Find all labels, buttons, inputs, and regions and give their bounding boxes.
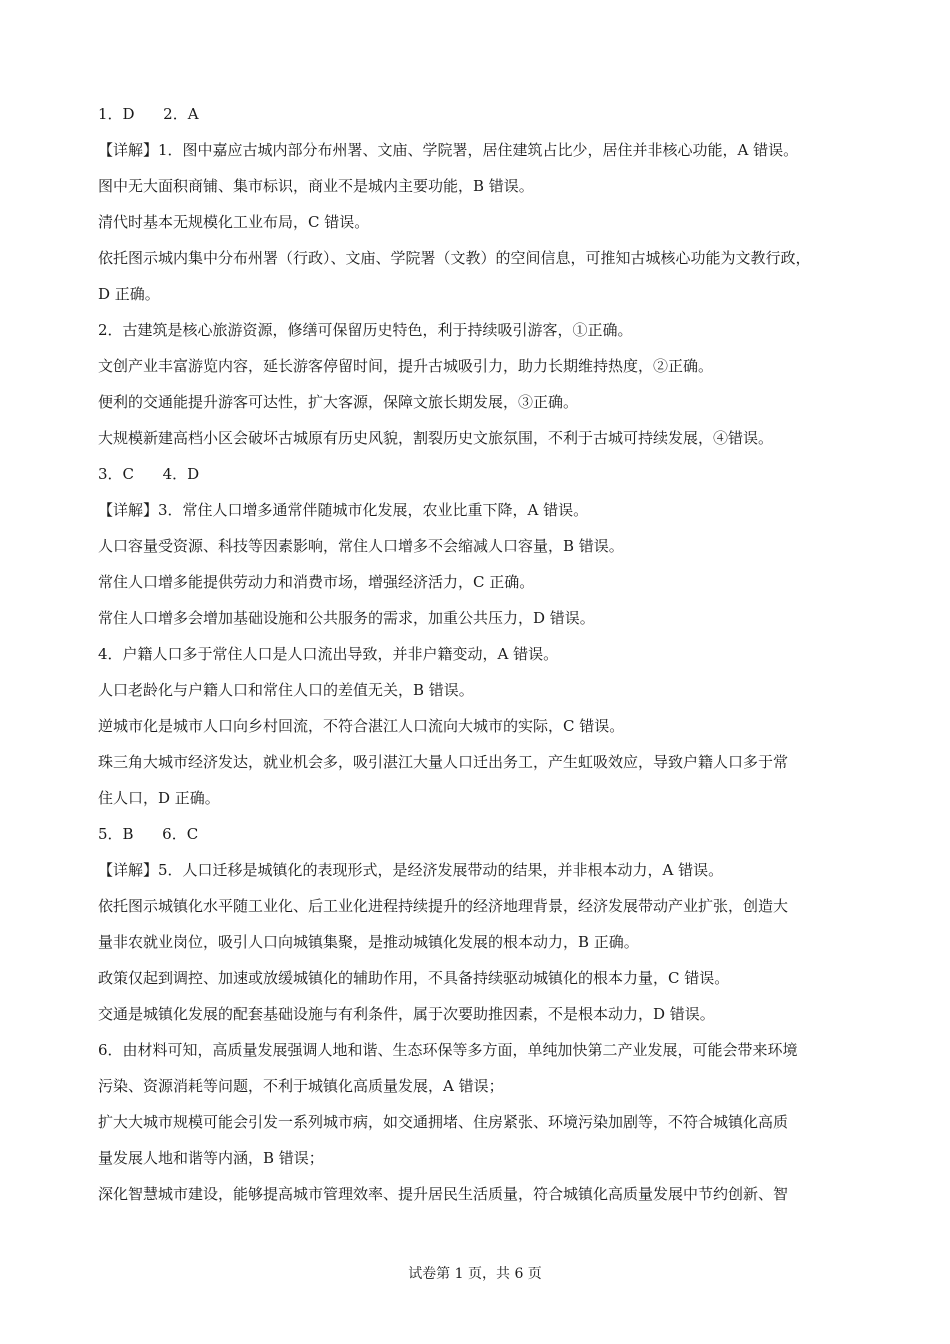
explanation-line: D 正确。 [98, 285, 160, 303]
explanation-line: 6．由材料可知，高质量发展强调人地和谐、生态环保等多方面，单纯加快第二产业发展，可能会带来环境 [98, 1041, 798, 1059]
answer-line-q1-q2: 1．D 2．A [98, 105, 199, 123]
explanation-line: 量发展人地和谐等内涵，B 错误； [98, 1149, 324, 1167]
explanation-line: 常住人口增多会增加基础设施和公共服务的需求，加重公共压力，D 错误。 [98, 609, 595, 627]
explanation-line: 4．户籍人口多于常住人口是人口流出导致，并非户籍变动，A 错误。 [98, 645, 559, 663]
explanation-line: 【详解】5．人口迁移是城镇化的表现形式，是经济发展带动的结果，并非根本动力，A 错误。 [98, 861, 724, 879]
answer-line-q5-q6: 5．B 6．C [98, 825, 199, 843]
explanation-line: 图中无大面积商铺、集市标识，商业不是城内主要功能，B 错误。 [98, 177, 534, 195]
explanation-line: 住人口，D 正确。 [98, 789, 220, 807]
explanation-line: 【详解】1．图中嘉应古城内部分布州署、文庙、学院署，居住建筑占比少，居住并非核心功能，A 错误。 [98, 141, 799, 159]
explanation-line: 人口老龄化与户籍人口和常住人口的差值无关，B 错误。 [98, 681, 474, 699]
explanation-line: 污染、资源消耗等问题，不利于城镇化高质量发展，A 错误； [98, 1077, 504, 1095]
explanation-line: 大规模新建高档小区会破坏古城原有历史风貌，割裂历史文旅氛围，不利于古城可持续发展，④错误。 [98, 429, 774, 447]
explanation-line: 深化智慧城市建设，能够提高城市管理效率、提升居民生活质量，符合城镇化高质量发展中节约创新、智 [98, 1185, 789, 1203]
answer-line-q3-q4: 3．C 4．D [98, 465, 200, 483]
explanation-line: 2．古建筑是核心旅游资源，修缮可保留历史特色，利于持续吸引游客，①正确。 [98, 321, 633, 339]
explanation-line: 清代时基本无规模化工业布局，C 错误。 [98, 213, 370, 231]
explanation-line: 便利的交通能提升游客可达性，扩大客源，保障文旅长期发展，③正确。 [98, 393, 579, 411]
explanation-line: 政策仅起到调控、加速或放缓城镇化的辅助作用，不具备持续驱动城镇化的根本力量，C 错误。 [98, 969, 730, 987]
explanation-line: 文创产业丰富游览内容，延长游客停留时间，提升古城吸引力，助力长期维持热度，②正确。 [98, 357, 714, 375]
explanation-line: 量非农就业岗位，吸引人口向城镇集聚，是推动城镇化发展的根本动力，B 正确。 [98, 933, 639, 951]
page-footer: 试卷第 1 页，共 6 页 [408, 1266, 542, 1282]
explanation-line: 依托图示城内集中分布州署（行政）、文庙、学院署（文教）的空间信息，可推知古城核心功能为文教行政， [98, 249, 811, 267]
explanation-line: 扩大大城市规模可能会引发一系列城市病，如交通拥堵、住房紧张、环境污染加剧等，不符合城镇化高质 [98, 1113, 789, 1131]
explanation-line: 人口容量受资源、科技等因素影响，常住人口增多不会缩减人口容量，B 错误。 [98, 537, 624, 555]
explanation-line: 常住人口增多能提供劳动力和消费市场，增强经济活力，C 正确。 [98, 573, 535, 591]
document-body [98, 96, 858, 1212]
explanation-line: 依托图示城镇化水平随工业化、后工业化进程持续提升的经济地理背景，经济发展带动产业扩张，创造大 [98, 897, 789, 915]
explanation-line: 【详解】3．常住人口增多通常伴随城市化发展，农业比重下降，A 错误。 [98, 501, 589, 519]
explanation-line: 逆城市化是城市人口向乡村回流，不符合湛江人口流向大城市的实际，C 错误。 [98, 717, 625, 735]
explanation-line: 珠三角大城市经济发达，就业机会多，吸引湛江大量人口迁出务工，产生虹吸效应，导致户籍人口多于常 [98, 753, 789, 771]
explanation-line: 交通是城镇化发展的配套基础设施与有利条件，属于次要助推因素，不是根本动力，D 错误。 [98, 1005, 715, 1023]
